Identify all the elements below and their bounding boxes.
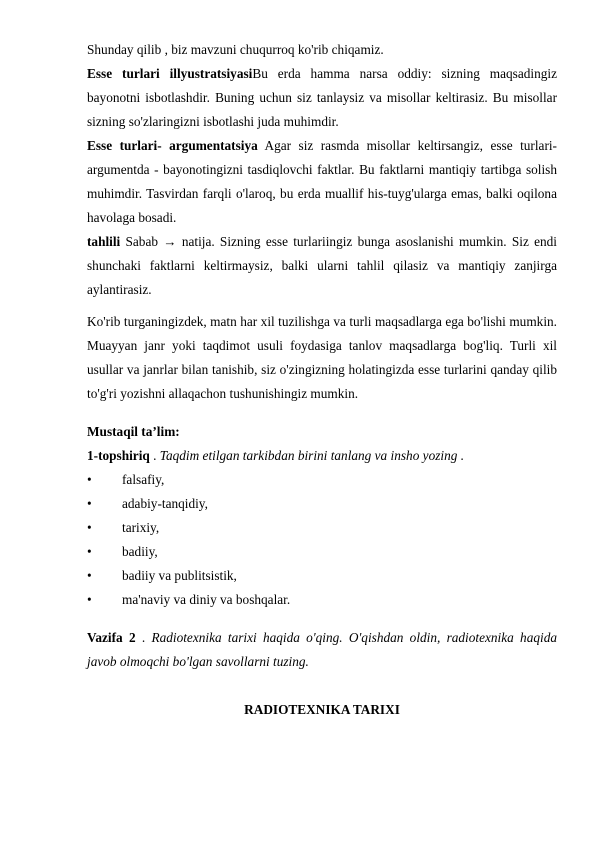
section-illustration xyxy=(87,62,557,134)
section-text: Sabab → natija. Sizning esse turlariingiz bunga asoslanishi mumkin. Siz endi shunchaki faktlarni keltirmaysiz, balki ularni tahlil qilasiz va mantiqiy zanjirga aylantirasiz. xyxy=(87,234,557,297)
section-text: Agar siz rasmda misollar keltirsangiz, esse turlari-argumentda - bayonotingizni tasdiqlovchi faktlar. Bu faktlarni mantiqiy tartibga solish muhimdir. Tasvirdan farqli o'laroq, bu erda muallif his-tuyg'ularga emas, balki oqilona havolaga bosadi. xyxy=(87,138,557,225)
list-item: • badiiy, xyxy=(87,540,557,564)
list-item: • badiiy va publitsistik, xyxy=(87,564,557,588)
section-term: tahlili xyxy=(87,234,121,249)
summary-paragraph: Ko'rib turganingizdek, matn har xil tuzilishga va turli maqsadlarga ega bo'lishi mumkin. Muayyan janr yoki taqdimot usuli foydasiga tanlov maqsadlarga bog'liq. Turli xil usullar va janrlar bilan tanishib, siz o'zingizning holatingizda esse turlarini qanday qilib to'g'ri yozishni allaqachon tushunishingiz mumkin. xyxy=(87,314,557,401)
bullet-icon: • xyxy=(87,592,92,607)
section-title: RADIOTEXNIKA TARIXI xyxy=(244,702,400,717)
bullet-icon: • xyxy=(87,544,92,559)
independent-study-heading: Mustaqil ta’lim: xyxy=(87,424,180,439)
section-term: Esse turlari- argumentatsiya xyxy=(87,138,258,153)
section-argumentation xyxy=(87,134,557,230)
list-item: • tarixiy, xyxy=(87,516,557,540)
intro-paragraph: Shunday qilib , biz mavzuni chuqurroq ko'rib chiqamiz. xyxy=(87,42,384,57)
task-2-label: Vazifa 2 xyxy=(87,630,136,645)
list-item: • adabiy-tanqidiy, xyxy=(87,492,557,516)
bullet-icon: • xyxy=(87,472,92,487)
section-text: Bu erda hamma narsa oddiy: sizning maqsadingiz bayonotni isbotlashdir. Buning uchun siz tanlaysiz va misollar keltirasiz. Bu misollar sizning so'zlaringizni isbotlashi juda muhimdir. xyxy=(87,66,557,129)
list-item: • falsafiy, xyxy=(87,468,557,492)
task-1-label: 1-topshiriq xyxy=(87,448,150,463)
document-body xyxy=(87,38,557,722)
topic-list xyxy=(87,468,557,612)
section-analysis xyxy=(87,230,557,302)
bullet-icon: • xyxy=(87,496,92,511)
task-2-text: Radiotexnika tarixi haqida o'qing. O'qishdan oldin, radiotexnika haqida javob olmoqchi bo'lgan savollarni tuzing. xyxy=(87,630,557,669)
bullet-icon: • xyxy=(87,520,92,535)
task-1: 1-topshiriq . Taqdim etilgan tarkibdan birini tanlang va insho yozing . xyxy=(87,448,465,463)
task-2: Vazifa 2 . Radiotexnika tarixi haqida o'qing. O'qishdan oldin, radiotexnika haqida javob olmoqchi bo'lgan savollarni tuzing. xyxy=(87,630,557,669)
list-item: • ma'naviy va diniy va boshqalar. xyxy=(87,588,557,612)
section-term: Esse turlari illyustratsiyasi xyxy=(87,66,253,81)
bullet-icon: • xyxy=(87,568,92,583)
task-1-text: Taqdim etilgan tarkibdan birini tanlang va insho yozing . xyxy=(159,448,465,463)
